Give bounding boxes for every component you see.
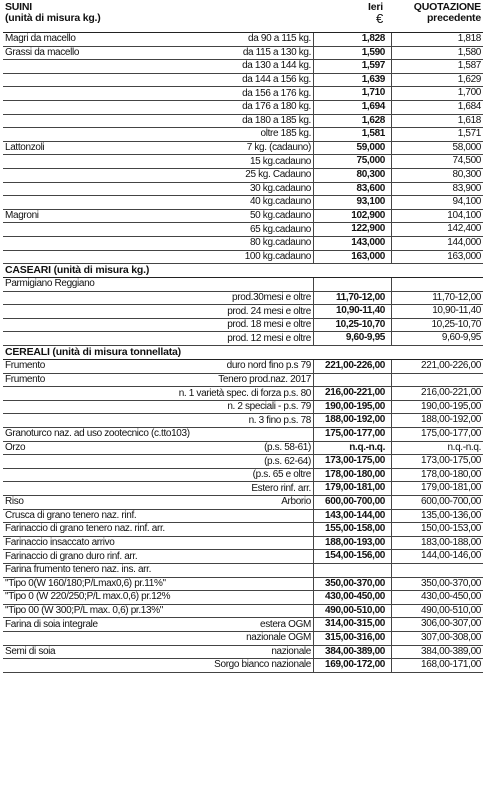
table-row [3,646,483,660]
row-previous-value: 80,300 [391,169,483,182]
table-row [3,128,483,142]
table-row [3,510,483,524]
row-today-value: 1,694 [313,101,391,114]
row-previous-value: 1,629 [391,74,483,87]
row-previous-value: 104,100 [391,210,483,223]
row-today-value: 216,00-221,00 [313,387,391,400]
row-today-value: 83,600 [313,183,391,196]
table-row [3,591,483,605]
row-today-value: 1,828 [313,33,391,46]
row-label [3,388,313,400]
row-today-value: 102,900 [313,210,391,223]
table-row [3,523,483,537]
row-today-value: 169,00-172,00 [313,659,391,672]
section-title: CEREALI (unità di misura tonnellata) [3,346,483,360]
row-previous-value: 307,00-308,00 [391,632,483,645]
row-today-value: n.q.-n.q. [313,442,391,455]
table-row [3,278,483,292]
row-today-value: 221,00-226,00 [313,360,391,373]
row-label [3,523,313,535]
row-label [3,278,313,290]
row-spec: prod. 18 mesi e oltre [227,319,311,331]
table-row [3,469,483,483]
row-today-value: 154,00-156,00 [313,550,391,563]
row-previous-value: 179,00-181,00 [391,482,483,495]
row-name: "Tipo 0(W 160/180;P/Lmax0,6) pr.11%" [5,577,166,589]
row-spec: duro nord fino p.s 79 [226,360,311,372]
row-label [3,619,313,631]
row-spec: nazionale OGM [246,632,311,644]
row-previous-value [391,278,483,291]
row-spec: da 176 a 180 kg. [242,101,311,113]
row-label [3,551,313,563]
table-row [3,632,483,646]
header-category [3,2,305,32]
row-label [3,646,313,658]
row-label [3,196,313,208]
row-previous-value: 350,00-370,00 [391,578,483,591]
row-name: Farinaccio di grano duro rinf. arr. [5,550,138,562]
row-spec: da 90 a 115 kg. [248,33,311,45]
row-label [3,428,313,440]
table-row [3,496,483,510]
table-row [3,292,483,306]
row-label [3,47,313,59]
row-today-value [313,564,391,577]
row-today-value: 163,000 [313,251,391,264]
row-today-value: 188,00-193,00 [313,537,391,550]
row-label [3,591,313,603]
row-label [3,442,313,454]
row-label [3,483,313,495]
row-today-value: 1,710 [313,87,391,100]
table-row [3,387,483,401]
header-previous-sub: precedente [426,12,481,24]
row-label [3,169,313,181]
row-label [3,415,313,427]
row-today-value: 1,581 [313,128,391,141]
row-today-value: 490,00-510,00 [313,605,391,618]
row-today-value: 430,00-450,00 [313,591,391,604]
row-previous-value: 94,100 [391,196,483,209]
row-previous-value: 144,00-146,00 [391,550,483,563]
row-spec: 30 kg.cadauno [249,182,311,194]
row-label [3,224,313,236]
table-row [3,401,483,415]
header-category-title: SUINI [5,1,33,13]
row-previous-value: 216,00-221,00 [391,387,483,400]
row-today-value: 59,000 [313,142,391,155]
row-label [3,33,313,45]
row-spec: Tenero prod.naz. 2017 [218,373,311,385]
row-spec: da 156 a 176 kg. [242,87,311,99]
table-row [3,223,483,237]
row-previous-value: n.q.-n.q. [391,442,483,455]
row-previous-value: 1,618 [391,115,483,128]
row-today-value: 93,100 [313,196,391,209]
table-row [3,332,483,346]
row-spec: nazionale [271,645,311,657]
row-today-value: 9,60-9,95 [313,332,391,345]
row-previous-value: 600,00-700,00 [391,496,483,509]
row-name: Granoturco naz. ad uso zootecnico (c.tto103) [5,428,190,440]
row-previous-value: 384,00-389,00 [391,646,483,659]
row-name: Crusca di grano tenero naz. rinf. [5,509,137,521]
table-row [3,169,483,183]
row-today-value: 190,00-195,00 [313,401,391,414]
row-label [3,292,313,304]
row-label [3,578,313,590]
row-label [3,88,313,100]
row-today-value [313,374,391,387]
row-label [3,210,313,222]
table-row [3,564,483,578]
row-spec: 15 kg.cadauno [249,155,311,167]
table-row [3,319,483,333]
table-row [3,183,483,197]
header-category-unit: (unità di misura kg.) [5,12,101,24]
row-name: Farina frumento tenero naz. ins. arr. [5,564,152,576]
row-label [3,469,313,481]
row-spec: n. 1 varietà spec. di forza p.s. 80 [178,387,311,399]
table-row [3,33,483,47]
row-name: Farinaccio di grano tenero naz. rinf. arr. [5,523,165,535]
row-label [3,333,313,345]
row-spec: Arborio [281,496,311,508]
row-label [3,74,313,86]
row-today-value: 143,000 [313,237,391,250]
row-previous-value: 74,500 [391,155,483,168]
row-label [3,156,313,168]
row-label [3,659,313,671]
row-label [3,128,313,140]
row-spec: n. 2 speciali - p.s. 79 [227,401,311,413]
table-row [3,155,483,169]
row-today-value: 122,900 [313,223,391,236]
row-spec: 65 kg.cadauno [249,223,311,235]
row-previous-value: 135,00-136,00 [391,510,483,523]
row-previous-value: 1,684 [391,101,483,114]
table-row [3,115,483,129]
table-row [3,482,483,496]
row-previous-value: 1,580 [391,47,483,60]
table-row [3,87,483,101]
row-previous-value [391,374,483,387]
row-today-value: 1,597 [313,60,391,73]
table-row [3,374,483,388]
row-today-value [313,278,391,291]
row-spec: estera OGM [260,618,311,630]
row-label [3,183,313,195]
header-today [305,2,389,32]
section-title: CASEARI (unità di misura kg.) [3,264,483,278]
row-spec: 50 kg.cadauno [249,210,311,222]
table-body [3,33,483,673]
row-name: Magri da macello [5,33,76,45]
row-previous-value: 306,00-307,00 [391,618,483,631]
row-label [3,115,313,127]
table-row [3,60,483,74]
row-spec: prod. 24 mesi e oltre [227,305,311,317]
row-previous-value: 183,00-188,00 [391,537,483,550]
table-row [3,618,483,632]
row-label [3,374,313,386]
row-name: Riso [5,496,24,508]
row-name: "Tipo 00 (W 300;P/L max. 0,6) pr.13%" [5,605,163,617]
row-spec: 100 kg.cadauno [244,250,311,262]
row-label [3,306,313,318]
row-previous-value: 142,400 [391,223,483,236]
row-today-value: 1,639 [313,74,391,87]
row-previous-value: 1,587 [391,60,483,73]
row-previous-value: 173,00-175,00 [391,455,483,468]
row-label [3,60,313,72]
header-today-label: Ieri [368,1,383,13]
row-spec: (p.s. 62-64) [264,455,311,467]
table-row [3,550,483,564]
table-row [3,605,483,619]
row-today-value: 10,90-11,40 [313,305,391,318]
row-today-value: 179,00-181,00 [313,482,391,495]
row-previous-value: 430,00-450,00 [391,591,483,604]
table-row [3,210,483,224]
row-today-value: 1,628 [313,115,391,128]
table-row [3,237,483,251]
row-today-value: 80,300 [313,169,391,182]
row-name: Grassi da macello [5,46,80,58]
row-label [3,537,313,549]
row-label [3,360,313,372]
row-today-value: 178,00-180,00 [313,469,391,482]
row-label [3,101,313,113]
table-row [3,251,483,265]
row-previous-value: 168,00-171,00 [391,659,483,672]
row-previous-value: 188,00-192,00 [391,414,483,427]
table-row [3,101,483,115]
row-today-value: 173,00-175,00 [313,455,391,468]
row-name: "Tipo 0 (W 220/250;P/L max.0,6) pr.12% [5,591,171,603]
table-row [3,442,483,456]
row-today-value: 350,00-370,00 [313,578,391,591]
row-today-value: 175,00-177,00 [313,428,391,441]
row-previous-value: 10,90-11,40 [391,305,483,318]
row-previous-value: 9,60-9,95 [391,332,483,345]
header-previous-title: QUOTAZIONE [413,1,481,13]
row-spec: 80 kg.cadauno [249,237,311,249]
row-spec: (p.s. 58-61) [264,441,311,453]
table-row [3,74,483,88]
row-previous-value: 221,00-226,00 [391,360,483,373]
row-today-value: 155,00-158,00 [313,523,391,536]
price-table [3,2,483,673]
row-name: Orzo [5,441,26,453]
row-today-value: 315,00-316,00 [313,632,391,645]
row-previous-value: 11,70-12,00 [391,292,483,305]
row-spec: oltre 185 kg. [260,128,311,140]
header-previous [389,2,483,32]
row-name: Farinaccio insaccato arrivo [5,537,115,549]
row-previous-value: 163,000 [391,251,483,264]
table-row [3,455,483,469]
row-name: Parmigiano Reggiano [5,278,95,290]
row-label [3,456,313,468]
row-label [3,605,313,617]
row-spec: (p.s. 65 e oltre [252,469,311,481]
row-previous-value: 1,818 [391,33,483,46]
row-spec: da 144 a 156 kg. [242,74,311,86]
table-row [3,414,483,428]
row-today-value: 384,00-389,00 [313,646,391,659]
row-label [3,496,313,508]
row-label [3,401,313,413]
row-previous-value [391,564,483,577]
table-row [3,659,483,673]
row-previous-value: 175,00-177,00 [391,428,483,441]
row-today-value: 188,00-192,00 [313,414,391,427]
row-spec: Sorgo bianco nazionale [214,659,311,671]
row-label [3,564,313,576]
table-row [3,142,483,156]
row-previous-value: 144,000 [391,237,483,250]
row-spec: 7 kg. (cadauno) [246,142,311,154]
row-name: Magroni [5,210,39,222]
row-label [3,510,313,522]
row-name: Semi di soia [5,645,56,657]
row-spec: 40 kg.cadauno [249,196,311,208]
row-label [3,319,313,331]
row-name: Farina di soia integrale [5,618,98,630]
row-previous-value: 83,900 [391,183,483,196]
row-previous-value: 150,00-153,00 [391,523,483,536]
row-spec: da 180 a 185 kg. [242,114,311,126]
row-spec: prod. 12 mesi e oltre [227,332,311,344]
row-spec: 25 kg. Cadauno [245,169,311,181]
row-today-value: 75,000 [313,155,391,168]
row-label [3,632,313,644]
row-previous-value: 58,000 [391,142,483,155]
row-today-value: 314,00-315,00 [313,618,391,631]
table-row [3,196,483,210]
row-name: Frumento [5,373,45,385]
row-previous-value: 1,571 [391,128,483,141]
row-previous-value: 190,00-195,00 [391,401,483,414]
row-name: Frumento [5,360,45,372]
row-label [3,142,313,154]
row-spec: prod.30mesi e oltre [232,291,311,303]
row-label [3,237,313,249]
table-header [3,2,483,33]
header-currency: € [375,11,383,26]
table-row [3,305,483,319]
row-previous-value: 178,00-180,00 [391,469,483,482]
row-previous-value: 490,00-510,00 [391,605,483,618]
row-previous-value: 1,700 [391,87,483,100]
row-spec: n. 3 fino p.s. 78 [248,414,311,426]
row-spec: da 115 a 130 kg. [242,46,311,58]
table-row [3,360,483,374]
row-today-value: 1,590 [313,47,391,60]
row-previous-value: 10,25-10,70 [391,319,483,332]
row-spec: da 130 a 144 kg. [242,60,311,72]
row-today-value: 600,00-700,00 [313,496,391,509]
table-row [3,537,483,551]
table-row [3,578,483,592]
table-row [3,428,483,442]
row-today-value: 10,25-10,70 [313,319,391,332]
row-today-value: 143,00-144,00 [313,510,391,523]
row-name: Lattonzoli [5,142,45,154]
row-today-value: 11,70-12,00 [313,292,391,305]
table-row [3,47,483,61]
row-label [3,251,313,263]
row-spec: Estero rinf. arr. [251,482,311,494]
